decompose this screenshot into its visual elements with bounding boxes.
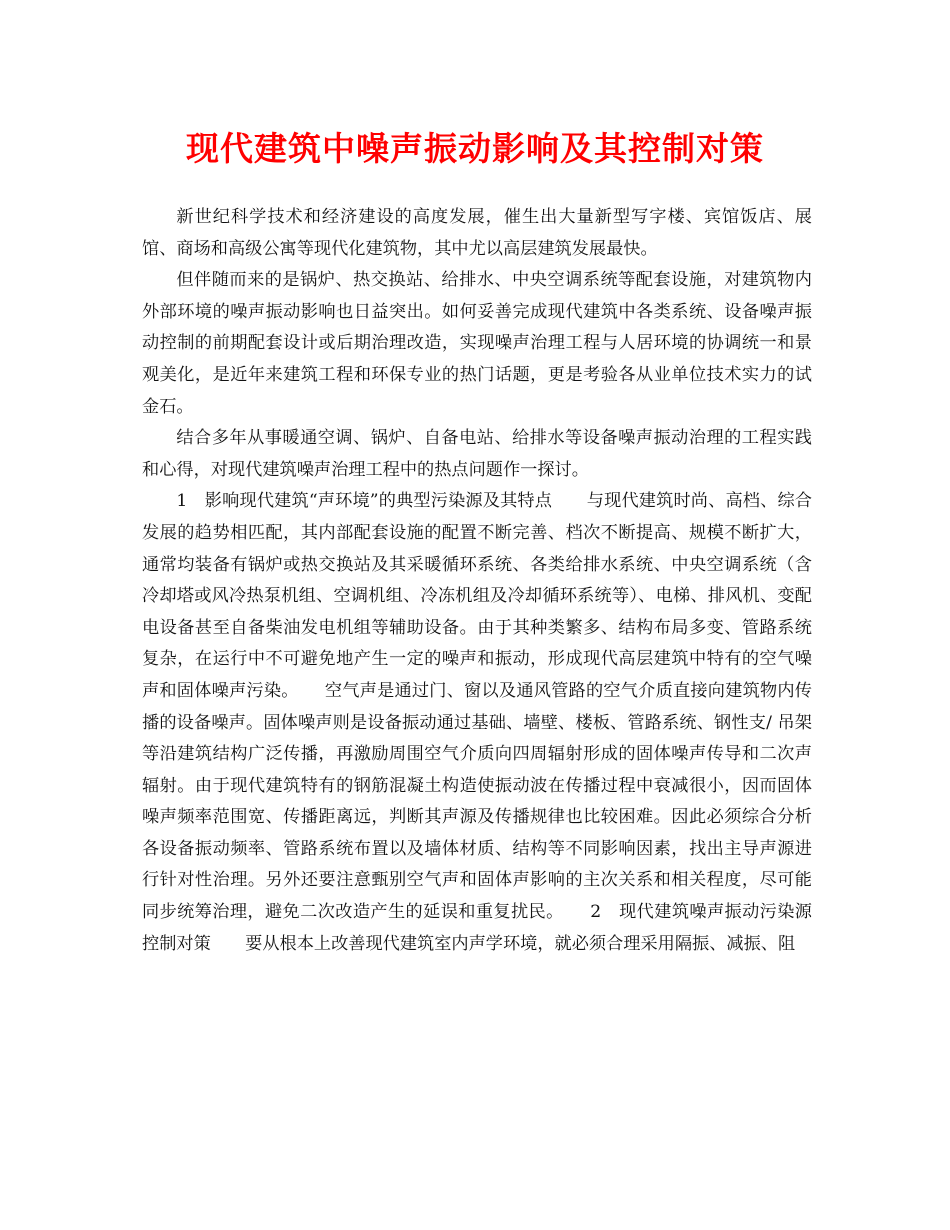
paragraph-4: 1 影响现代建筑“声环境”的典型污染源及其特点 与现代建筑时尚、高档、综合发展的趋势相匹配，其内部配套设施的配置不断完善、档次不断提高、规模不断扩大，通常均装备有锅炉或热交换站及其采暖循环系统、各类给排水系统、中央空调系统（含冷却塔或风冷热泵机组、空调机组、冷冻机组及冷却循环系统等）、电梯、排风机、变配电设备甚至自备柴油发电机组等辅助设备。由于其种类繁多、结构布局多变、管路系统复杂，在运行中不可避免地产生一定的噪声和振动，形成现代高层建筑中特有的空气噪声和固体噪声污染。 空气声是通过门、窗以及通风管路的空气介质直接向建筑物内传播的设备噪声。固体噪声则是设备振动通过基础、墙壁、楼板、管路系统、钢性支/ 吊架等沿建筑结构广泛传播，再激励周围空气介质向四周辐射形成的固体噪声传导和二次声辐射。由于现代建筑特有的钢筋混凝土构造使振动波在传播过程中衰减很小，因而固体噪声频率范围宽、传播距离远，判断其声源及传播规律也比较困难。因此必须综合分析各设备振动频率、管路系统布置以及墙体材质、结构等不同影响因素，找出主导声源进行针对性治理。另外还要注意甄别空气声和固体声影响的主次关系和相关程度，尽可能同步统筹治理，避免二次改造产生的延误和重复扰民。 2 现代建筑噪声振动污染源控制对策 要从根本上改善现代建筑室内声学环境，就必须合理采用隔振、减振、阻 — [142, 491, 812, 954]
paragraph-2: 但伴随而来的是锅炉、热交换站、给排水、中央空调系统等配套设施，对建筑物内外部环境的噪声振动影响也日益突出。如何妥善完成现代建筑中各类系统、设备噪声振动控制的前期配套设计或后期治理改造，实现噪声治理工程与人居环境的协调统一和景观美化，是近年来建筑工程和环保专业的热门话题，更是考验各从业单位技术实力的试金石。 — [142, 270, 812, 417]
paragraph-1: 新世纪科学技术和经济建设的高度发展，催生出大量新型写字楼、宾馆饭店、展馆、商场和高级公寓等现代化建筑物，其中尤以高层建筑发展最快。 — [142, 207, 812, 259]
document-title: 现代建筑中噪声振动影响及其控制对策 — [186, 129, 764, 168]
paragraph-3: 结合多年从事暖通空调、锅炉、自备电站、给排水等设备噪声振动治理的工程实践和心得，对现代建筑噪声治理工程中的热点问题作一探讨。 — [142, 428, 812, 480]
document-body — [142, 202, 812, 960]
